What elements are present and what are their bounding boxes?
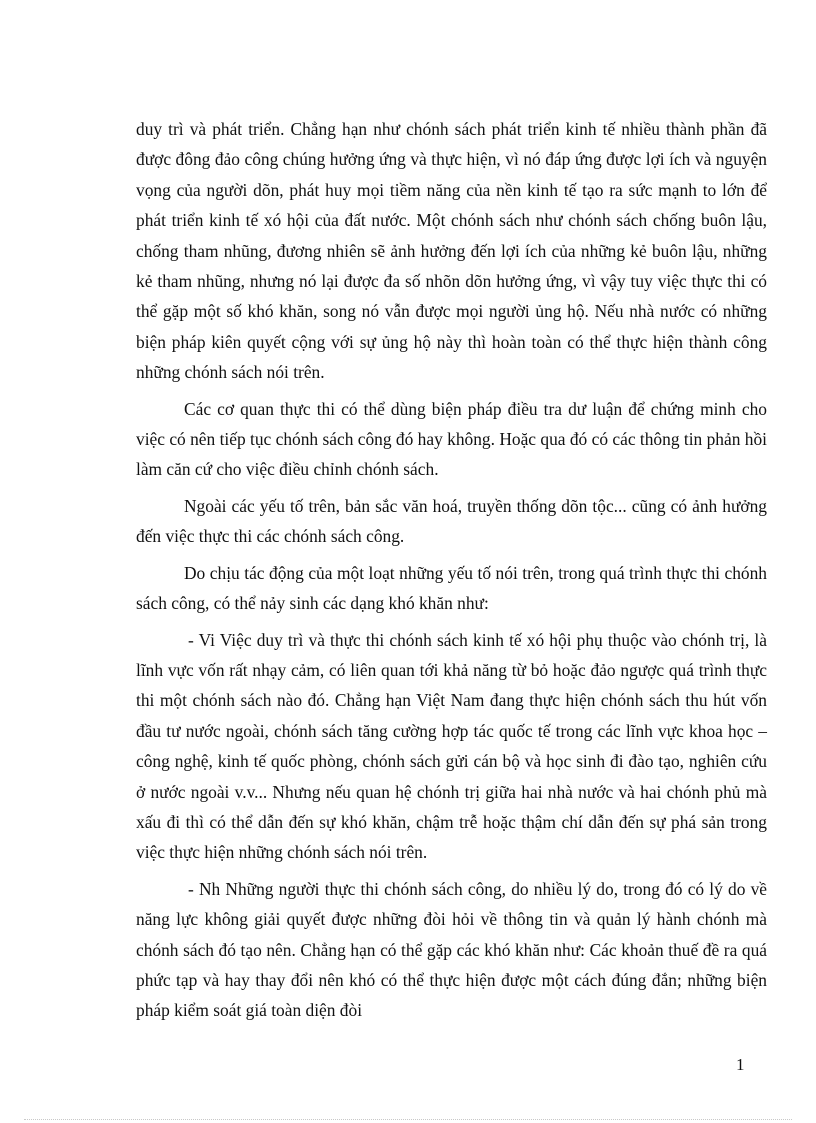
paragraph-political-dependence: - Vi Việc duy trì và thực thi chónh sách kinh tế xó hội phụ thuộc vào chónh trị, là lĩnh vực vốn rất nhạy cảm, có liên quan tới khả năng từ bỏ hoặc đảo ngược quá trình thực thi một chónh sách nào đó. Chẳng hạn Việt Nam đang thực hiện chónh sách thu hút vốn đầu tư nước ngoài, chónh sách tăng cường hợp tác quốc tế trong các lĩnh vực khoa học – công nghệ, kinh tế quốc phòng, chónh sách gửi cán bộ và học sinh đi đào tạo, nghiên cứu ở nước ngoài v.v... Nhưng nếu quan hệ chónh trị giữa hai nhà nước và hai chónh phủ mà xấu đi thì có thể dẫn đến sự khó khăn, chậm trễ hoặc thậm chí dẫn đến sự phá sản trong việc thực hiện những chónh sách nói trên.	[136, 629, 767, 863]
paragraph-difficulties-intro: Do chịu tác động của một loạt những yếu tố nói trên, trong quá trình thực thi chónh sách công, có thể nảy sinh các dạng khó khăn như:	[136, 562, 767, 614]
paragraph-policy-support: duy trì và phát triển. Chẳng hạn như chónh sách phát triển kinh tế nhiều thành phần đã được đông đảo công chúng hưởng ứng và thực hiện, vì nó đáp ứng được lợi ích và nguyện vọng của người dõn, phát huy mọi tiềm năng của nền kinh tế tạo ra sức mạnh to lớn để phát triển kinh tế xó hội của đất nước. Một chónh sách như chónh sách chống buôn lậu, chống tham nhũng, đương nhiên sẽ ảnh hưởng đến lợi ích của những kẻ buôn lậu, những kẻ tham nhũng, nhưng nó lại được đa số nhõn dõn hưởng ứng, vì vậy tuy việc thực thi có thể gặp một số khó khăn, song nó vẫn được mọi người ủng hộ. Nếu nhà nước có những biện pháp kiên quyết cộng với sự ủng hộ này thì hoàn toàn có thể thực hiện thành công những chónh sách nói trên.	[136, 119, 767, 383]
page-number: 1	[736, 1055, 745, 1074]
paragraph-implementer-capacity: - Nh Những người thực thi chónh sách công, do nhiều lý do, trong đó có lý do về năng lực không giải quyết được những đòi hỏi về thông tin và quản lý hành chónh mà chónh sách đó tạo nên. Chẳng hạn có thể gặp các khó khăn như: Các khoản thuế đề ra quá phức tạp và hay thay đổi nên khó có thể thực hiện được một cách đúng đắn; những biện pháp kiểm soát giá toàn diện đòi	[136, 878, 767, 1021]
footer-divider	[24, 1119, 792, 1120]
paragraph-public-opinion: Các cơ quan thực thi có thể dùng biện pháp điều tra dư luận để chứng minh cho việc có nên tiếp tục chónh sách công đó hay không. Hoặc qua đó có các thông tin phản hồi làm căn cứ cho việc điều chỉnh chónh sách.	[136, 398, 767, 480]
document-body	[136, 114, 767, 1032]
paragraph-culture-factors: Ngoài các yếu tố trên, bản sắc văn hoá, truyền thống dõn tộc... cũng có ảnh hưởng đến việc thực thi các chónh sách công.	[136, 495, 767, 547]
